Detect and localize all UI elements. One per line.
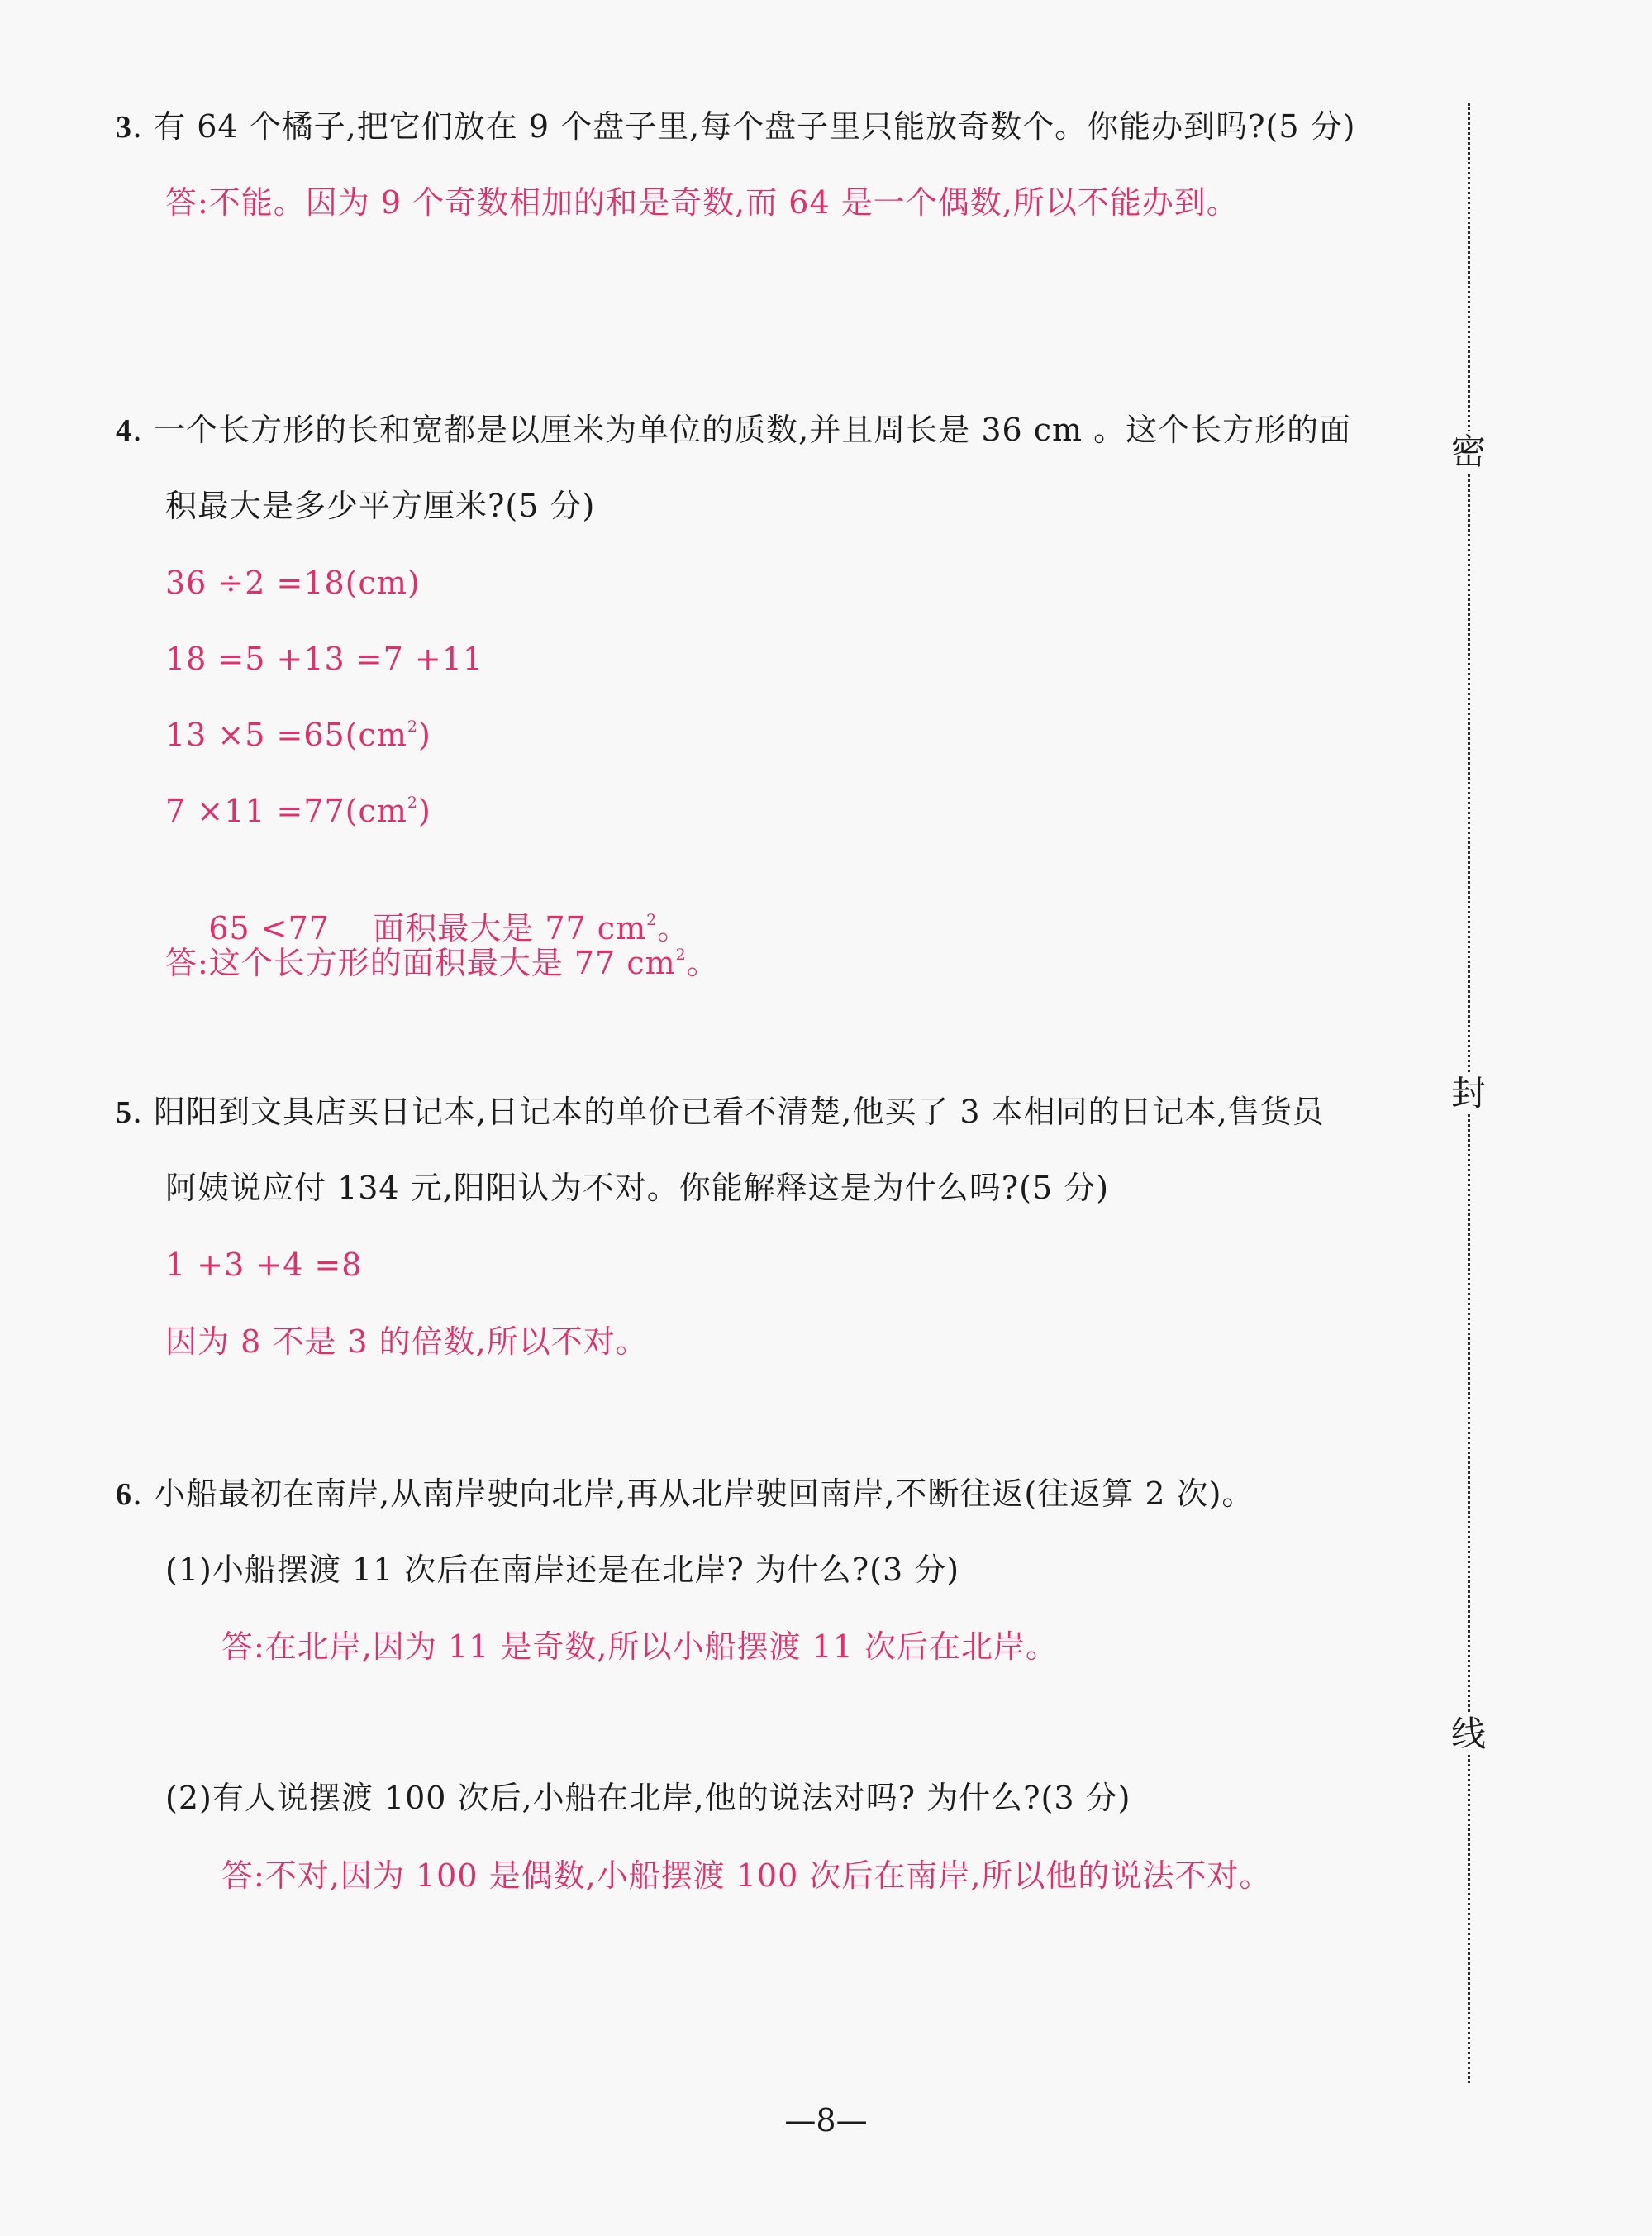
- q6-number: 6: [116, 1477, 132, 1512]
- q4-step4-sup: 2: [407, 793, 418, 812]
- q4-step5-sup: 2: [646, 910, 658, 929]
- q4-step4: [165, 790, 431, 832]
- q4-question-line2: 积最大是多少平方厘米?(5 分): [165, 488, 596, 524]
- q6-text: 6. 小船最初在南岸,从南岸驶向北岸,再从北岸驶回南岸,不断往返(往返算 2 次)。: [116, 1476, 1254, 1512]
- q4-step3: [165, 714, 431, 756]
- q6-sub2: (2)有人说摆渡 100 次后,小船在北岸,他的说法对吗? 为什么?(3 分): [165, 1780, 1131, 1816]
- q3-number: 3: [116, 110, 132, 145]
- margin-char-feng: 封: [1448, 1073, 1489, 1114]
- q3-question: 有 64 个橘子,把它们放在 9 个盘子里,每个盘子里只能放奇数个。你能办到吗?(5 分): [154, 108, 1356, 145]
- q6-sub1-answer: 答:在北岸,因为 11 是奇数,所以小船摆渡 11 次后在北岸。: [221, 1628, 1058, 1665]
- margin-char-xian: 线: [1448, 1714, 1489, 1755]
- q3-text: 3. 有 64 个橘子,把它们放在 9 个盘子里,每个盘子里只能放奇数个。你能办到吗?(5 分): [116, 108, 1356, 145]
- q4-step4-end: ): [417, 793, 431, 829]
- q4-question-line1: 一个长方形的长和宽都是以厘米为单位的质数,并且周长是 36 cm 。这个长方形的面: [154, 412, 1352, 448]
- q4-answer-sup: 2: [675, 945, 687, 964]
- margin-char-mi: 密: [1448, 431, 1489, 473]
- q4-answer-end: 。: [686, 945, 719, 981]
- q4-step3-sup: 2: [407, 717, 418, 736]
- q6-sub1: (1)小船摆渡 11 次后在南岸还是在北岸? 为什么?(3 分): [165, 1552, 960, 1588]
- q5-step1: 1 +3 +4 =8: [165, 1247, 363, 1283]
- q4-step5-main: 65 <77 面积最大是 77 cm: [208, 910, 647, 946]
- q4-step4-main: 7 ×11 =77(cm: [165, 793, 407, 829]
- q6-question: 小船最初在南岸,从南岸驶向北岸,再从北岸驶回南岸,不断往返(往返算 2 次)。: [154, 1476, 1254, 1512]
- q4-answer-main: 答:这个长方形的面积最大是 77 cm: [165, 945, 676, 981]
- q5-question-line1: 阳阳到文具店买日记本,日记本的单价已看不清楚,他买了 3 本相同的日记本,售货员: [154, 1094, 1325, 1130]
- q4-step1: 36 ÷2 =18(cm): [165, 565, 421, 601]
- q5-question-line2: 阿姨说应付 134 元,阳阳认为不对。你能解释这是为什么吗?(5 分): [165, 1170, 1110, 1206]
- q4-number: 4: [116, 413, 132, 448]
- q4-text-line1: 4. 一个长方形的长和宽都是以厘米为单位的质数,并且周长是 36 cm 。这个长方形的面: [116, 412, 1352, 448]
- q6-sub2-answer: 答:不对,因为 100 是偶数,小船摆渡 100 次后在南岸,所以他的说法不对。: [221, 1857, 1272, 1894]
- q4-step3-main: 13 ×5 =65(cm: [165, 717, 407, 753]
- q5-number: 5: [116, 1095, 132, 1130]
- q4-step2: 18 =5 +13 =7 +11: [165, 641, 484, 677]
- q5-text-line1: 5. 阳阳到文具店买日记本,日记本的单价已看不清楚,他买了 3 本相同的日记本,售货员: [116, 1094, 1325, 1130]
- q4-step3-end: ): [417, 717, 431, 753]
- q4-answer: [165, 942, 719, 984]
- page-number: —8—: [784, 2102, 868, 2138]
- q3-answer: 答:不能。因为 9 个奇数相加的和是奇数,而 64 是一个偶数,所以不能办到。: [165, 184, 1239, 221]
- q5-answer: 因为 8 不是 3 的倍数,所以不对。: [165, 1323, 648, 1360]
- q4-step5-end: 。: [657, 910, 690, 946]
